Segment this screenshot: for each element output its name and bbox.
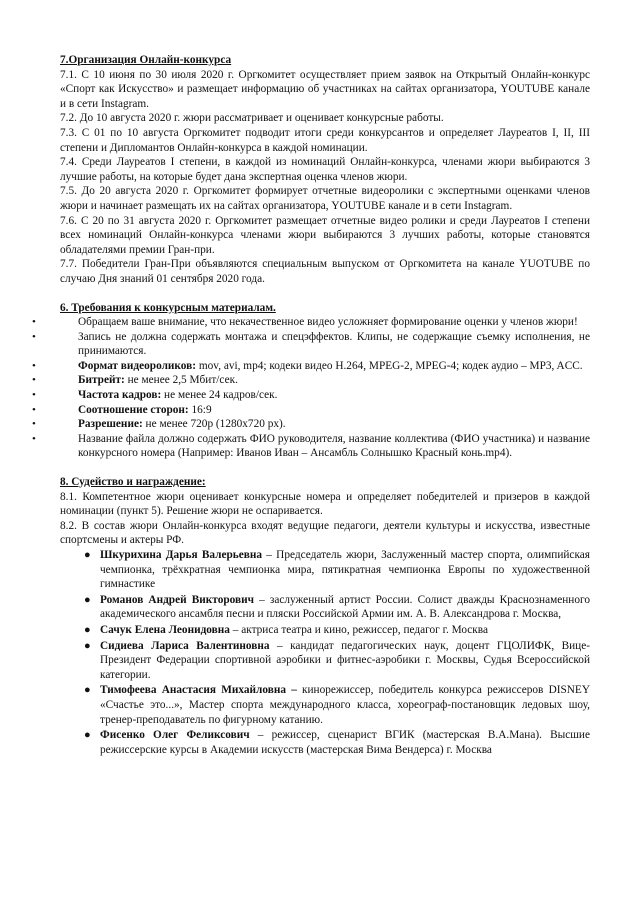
paragraph-8-1: 8.1. Компетентное жюри оценивает конкурсные номера и определяет победителей и призеров в каждой номинации (пункт 5). Решение жюри не оспаривается. bbox=[60, 490, 590, 518]
bullet-icon: ● bbox=[84, 729, 91, 742]
bullet-icon: ● bbox=[84, 639, 91, 652]
section-8 bbox=[60, 475, 590, 757]
bullet-icon: • bbox=[32, 389, 36, 402]
list-item: • Формат видеороликов: mov, avi, mp4; кодеки видео H.264, MPEG-2, MPEG-4; кодек аудио – MP3, ACC. bbox=[32, 359, 583, 372]
jury-member: ● Романов Андрей Викторович – заслуженный артист России. Солист дважды Краснознаменного академического ансамбля песни и пляски Российской Армии им. А. В. Александрова г. Москва, bbox=[84, 593, 590, 621]
jury-list bbox=[60, 548, 590, 757]
section-6 bbox=[32, 301, 590, 462]
jury-member: ● Сачук Елена Леонидовна – актриса театра и кино, режиссер, педагог г. Москва bbox=[84, 623, 488, 636]
requirements-list bbox=[32, 315, 590, 461]
bullet-icon: ● bbox=[84, 623, 91, 636]
jury-member: ● Фисенко Олег Феликсович – режиссер, сценарист ВГИК (мастерская В.А.Мана). Высшие режиссерские курсы в Академии искусств (мастерская Вима Вендерса) г. Москва bbox=[84, 729, 590, 756]
paragraph-7-1: 7.1. С 10 июня по 30 июля 2020 г. Оргкомитет осуществляет прием заявок на Открытый Онлайн-конкурс «Спорт как Искусство» и размещает информацию об участниках на сайтах организатора, YOUTUBE канале и в сети Instagram. bbox=[60, 68, 590, 110]
bullet-icon: ● bbox=[84, 549, 91, 561]
list-item: • Частота кадров: не менее 24 кадров/сек. bbox=[32, 389, 278, 402]
section-6-heading: 6. Требования к конкурсным материалам. bbox=[60, 301, 276, 314]
list-item: • Название файла должно содержать ФИО руководителя, название коллектива (ФИО участника) и название конкурсного номера (Например: Иванов Иван – Ансамбль Солнышко Красный конь.mp4). bbox=[32, 432, 590, 460]
bullet-icon: • bbox=[32, 374, 36, 387]
section-7-heading: 7.Организация Онлайн-конкурса bbox=[60, 54, 232, 66]
jury-member: ● Тимофеева Анастасия Михайловна – кинорежиссер, победитель конкурса режиссеров DISNEY «Счастье это...», Мастер спорта международного класса, хореограф-постановщик ледовых шоу, тренер-преподаватель по фигурному катанию. bbox=[84, 684, 590, 726]
bullet-icon: • bbox=[32, 330, 36, 343]
list-item: • Запись не должна содержать монтажа и спецэффектов. Клипы, не содержащие съемку исполнения, не принимаются. bbox=[32, 330, 590, 358]
bullet-icon: • bbox=[32, 359, 36, 372]
document-body bbox=[32, 53, 590, 758]
paragraph-8-2: 8.2. В состав жюри Онлайн-конкурса входят ведущие педагоги, деятели культуры и искусства, известные спортсмены и актеры РФ. bbox=[60, 519, 590, 547]
paragraph-7-4: 7.4. Среди Лауреатов I степени, в каждой из номинаций Онлайн-конкурса, членами жюри выбираются 3 лучшие работы, на которые будет дана экспертная оценка членов жюри. bbox=[60, 156, 590, 183]
jury-member: ● Сидиева Лариса Валентиновна – кандидат педагогических наук, доцент ГЦОЛИФК, Вице-Президент Федерации спортивной аэробики и фитнес-аэробики г. Москвы, Судья Всероссийской категории. bbox=[84, 639, 590, 681]
list-item: • Разрешение: не менее 720p (1280x720 px). bbox=[32, 418, 286, 431]
bullet-icon: • bbox=[32, 403, 36, 416]
paragraph-7-5: 7.5. До 20 августа 2020 г. Оргкомитет формирует отчетные видеоролики с экспертными оценками членов жюри и начинает размещать их на сайтах организатора, YOUTUBE канале и в сети Instagram. bbox=[60, 185, 590, 212]
list-item: • Соотношение сторон: 16:9 bbox=[32, 403, 212, 416]
paragraph-7-3: 7.3. С 01 по 10 августа Оргкомитет подводит итоги среди конкурсантов и определяет Лауреатов I, II, III степени и Дипломантов Онлайн-конкурса в каждой номинации. bbox=[60, 126, 590, 154]
list-item: • Обращаем ваше внимание, что некачественное видео усложняет формирование оценки у членов жюри! bbox=[32, 316, 578, 329]
paragraph-7-7: 7.7. Победители Гран-При объявляются специальным выпуском от Оргкомитета на канале YUOTUBE по случаю Дня знаний 01 сентября 2020 года. bbox=[60, 258, 590, 285]
bullet-icon: ● bbox=[84, 593, 91, 606]
bullet-icon: • bbox=[32, 418, 36, 431]
list-item: • Битрейт: не менее 2,5 Мбит/сек. bbox=[32, 374, 238, 387]
section-8-heading: 8. Судейство и награждение: bbox=[60, 476, 206, 489]
bullet-icon: • bbox=[32, 432, 36, 445]
bullet-icon: ● bbox=[84, 684, 91, 697]
paragraph-7-6: 7.6. С 20 по 31 августа 2020 г. Оргкомитет размещает отчетные видео ролики и среди Лауреатов I степени всех номинаций Онлайн-конкурса членами жюри выбираются 3 лучших работы, которые становятся обладателями премии Гран-при. bbox=[60, 214, 590, 256]
bullet-icon: • bbox=[32, 316, 36, 329]
paragraph-7-2: 7.2. До 10 августа 2020 г. жюри рассматривает и оценивает конкурсные работы. bbox=[60, 112, 444, 125]
section-7 bbox=[60, 53, 590, 287]
jury-member: ● Шкурихина Дарья Валерьевна – Председатель жюри, Заслуженный мастер спорта, олимпийская чемпионка, трёхкратная чемпионка мира, пятикратная чемпионка Европы по художественной гимнастике bbox=[84, 549, 590, 591]
